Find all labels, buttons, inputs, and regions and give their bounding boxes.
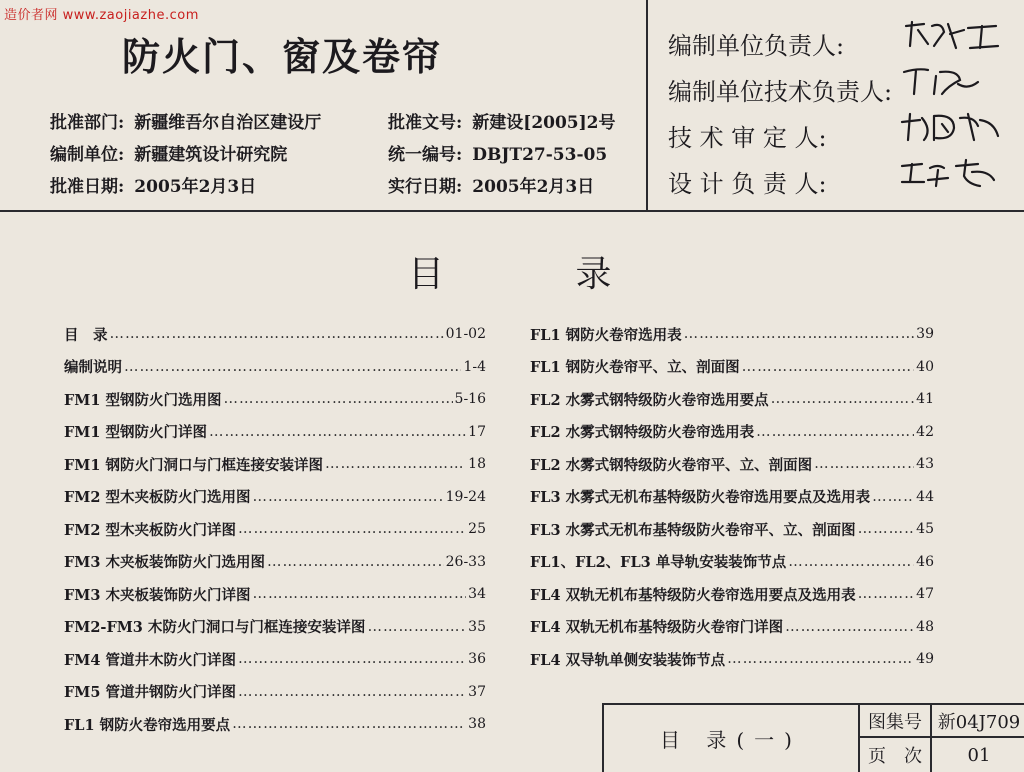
- toc-entry-page: 43: [916, 456, 934, 473]
- toc-entry: [64, 513, 486, 546]
- toc-entry-page: 46: [916, 553, 934, 570]
- toc-entry-page: 37: [468, 683, 486, 700]
- handwritten-signature: [898, 156, 1008, 190]
- handwritten-signature: [898, 110, 1008, 144]
- unified-no-row: [388, 140, 607, 165]
- signature-role: 技 术 审 定 人:: [668, 124, 827, 152]
- toc-entry: [64, 578, 486, 611]
- signature-role: 编制单位负责人:: [668, 32, 845, 60]
- effective-date-row: [388, 172, 594, 197]
- toc-entry-page: 25: [468, 521, 486, 538]
- toc-entry-title: FM1 型钢防火门选用图: [64, 391, 222, 409]
- toc-entry: [64, 676, 486, 709]
- toc-entry-title: FL1 钢防火卷帘选用表: [530, 326, 682, 344]
- signature-row: [668, 118, 890, 153]
- header-info-panel: [0, 0, 648, 210]
- toc-entry-page: 18: [468, 456, 486, 473]
- toc-entry-page: 1-4: [463, 358, 486, 375]
- toc-entry-page: 47: [916, 586, 934, 603]
- toc-entry-page: 41: [916, 391, 934, 408]
- unified-no-value: DBJT27-53-05: [472, 145, 608, 165]
- toc-leader-dots: [684, 326, 915, 342]
- handwritten-signature: [898, 18, 1008, 52]
- toc-entry-page: 34: [468, 586, 486, 603]
- toc-right-column: [530, 318, 934, 676]
- toc-entry-title: FL2 水雾式钢特级防火卷帘选用要点: [530, 391, 769, 409]
- unified-no-label: 统一编号:: [388, 145, 463, 165]
- toc-leader-dots: [209, 424, 466, 440]
- approval-dept-row: [50, 108, 321, 133]
- toc-leader-dots: [785, 619, 914, 635]
- atlas-number-value: 新04J709: [932, 705, 1024, 738]
- toc-entry-page: 35: [468, 618, 486, 635]
- toc-entry-title: FM1 型钢防火门详图: [64, 424, 207, 442]
- toc-leader-dots: [238, 521, 466, 537]
- approval-doc-label: 批准文号:: [388, 113, 463, 133]
- toc-entry: [64, 708, 486, 741]
- toc-entry-title: 目 录: [64, 326, 108, 344]
- toc-entry-title: FL4 双轨无机布基特级防火卷帘选用要点及选用表: [530, 586, 856, 604]
- toc-entry-page: 19-24: [445, 488, 486, 505]
- toc-leader-dots: [238, 684, 466, 700]
- toc-leader-dots: [756, 424, 914, 440]
- toc-entry-page: 5-16: [454, 391, 486, 408]
- compiler-row: [50, 140, 287, 165]
- toc-entry: [530, 318, 934, 351]
- approval-dept-value: 新疆维吾尔自治区建设厅: [134, 113, 322, 133]
- toc-entry: [64, 611, 486, 644]
- approval-dept-label: 批准部门:: [50, 113, 125, 133]
- toc-entry-title: FM3 木夹板装饰防火门选用图: [64, 554, 265, 572]
- signature-row: [668, 26, 890, 61]
- toc-entry-page: 17: [468, 423, 486, 440]
- toc-entry-title: FM2 型木夹板防火门选用图: [64, 489, 251, 507]
- toc-entry-page: 44: [916, 488, 934, 505]
- toc-entry: [530, 513, 934, 546]
- approval-date-row: [50, 172, 256, 197]
- atlas-title: 防火门、窗及卷帘: [122, 34, 443, 79]
- approval-date-label: 批准日期:: [50, 177, 125, 197]
- effective-date-label: 实行日期:: [388, 177, 463, 197]
- toc-entry-title: FL1 钢防火卷帘选用要点: [64, 716, 231, 734]
- header-block: [0, 0, 1024, 212]
- toc-entry-title: FM3 木夹板装饰防火门详图: [64, 586, 251, 604]
- toc-entry-page: 01-02: [445, 326, 486, 343]
- toc-entry: [530, 416, 934, 449]
- toc-leader-dots: [252, 489, 443, 505]
- title-block-name: 目 录(一): [604, 705, 860, 772]
- toc-entry-page: 38: [468, 716, 486, 733]
- toc-entry-page: 40: [916, 358, 934, 375]
- toc-entry: [64, 546, 486, 579]
- toc-leader-dots: [367, 619, 466, 635]
- toc-entry: [64, 318, 486, 351]
- handwritten-signature: [898, 64, 1008, 98]
- compiler-value: 新疆建筑设计研究院: [134, 145, 288, 165]
- toc-entry-page: 45: [916, 521, 934, 538]
- toc-entry-title: FL3 水雾式无机布基特级防火卷帘平、立、剖面图: [530, 521, 856, 539]
- toc-entry: [530, 448, 934, 481]
- page-number-value: 01: [967, 744, 991, 766]
- toc-entry-title: FL1 钢防火卷帘平、立、剖面图: [530, 359, 740, 377]
- effective-date-value: 2005年2月3日: [472, 177, 595, 197]
- toc-entry: [64, 448, 486, 481]
- toc-entry: [64, 643, 486, 676]
- toc-entry-title: FM4 管道井木防火门详图: [64, 651, 236, 669]
- toc-entry: [530, 383, 934, 416]
- toc-entry-page: 36: [468, 651, 486, 668]
- approval-doc-row: [388, 108, 616, 133]
- toc-entry: [530, 643, 934, 676]
- signature-row: [668, 72, 893, 107]
- toc-leader-dots: [223, 391, 452, 407]
- toc-entry-page: 26-33: [445, 553, 486, 570]
- page-number-label: 页 次: [860, 738, 932, 772]
- toc-heading: 目 录: [408, 254, 672, 295]
- toc-entry: [530, 351, 934, 384]
- toc-entry: [530, 578, 934, 611]
- toc-leader-dots: [232, 716, 466, 732]
- toc-entry-title: FM1 钢防火门洞口与门框连接安装详图: [64, 456, 323, 474]
- toc-leader-dots: [110, 326, 444, 342]
- toc-entry: [64, 416, 486, 449]
- toc-entry-title: FL4 双导轨单侧安装装饰节点: [530, 651, 726, 669]
- toc-entry-title: FL2 水雾式钢特级防火卷帘平、立、剖面图: [530, 456, 813, 474]
- watermark: 造价者网 www.zaojiazhe.com: [4, 8, 199, 23]
- toc-entry-title: FM2-FM3 木防火门洞口与门框连接安装详图: [64, 619, 366, 637]
- toc-entry-title: FL4 双轨无机布基特级防火卷帘门详图: [530, 619, 784, 637]
- toc-entry: [64, 351, 486, 384]
- toc-leader-dots: [788, 554, 914, 570]
- compiler-label: 编制单位:: [50, 145, 125, 165]
- toc-leader-dots: [267, 554, 444, 570]
- toc-entry-title: FL2 水雾式钢特级防火卷帘选用表: [530, 424, 755, 442]
- toc-entry-title: FL1、FL2、FL3 单导轨安装装饰节点: [530, 554, 787, 572]
- toc-leader-dots: [814, 456, 914, 472]
- toc-entry-title: FM5 管道井钢防火门详图: [64, 684, 236, 702]
- approval-doc-value: 新建设[2005]2号: [472, 113, 616, 133]
- toc-entry-page: 49: [916, 651, 934, 668]
- toc-leader-dots: [858, 521, 915, 537]
- toc-entry: [530, 481, 934, 514]
- toc-entry: [64, 481, 486, 514]
- toc-entry-page: 48: [916, 618, 934, 635]
- toc-entry-page: 42: [916, 423, 934, 440]
- toc-leader-dots: [771, 391, 915, 407]
- toc-entry-title: 编制说明: [64, 359, 122, 377]
- signature-row: [668, 164, 890, 199]
- title-block: [602, 703, 1024, 772]
- atlas-number-label: 图集号: [860, 705, 932, 738]
- toc-leader-dots: [742, 359, 915, 375]
- toc-entry-title: FM2 型木夹板防火门详图: [64, 521, 236, 539]
- toc-left-column: [64, 318, 486, 741]
- toc-entry-title: FL3 水雾式无机布基特级防火卷帘选用要点及选用表: [530, 489, 871, 507]
- signature-role: 编制单位技术负责人:: [668, 78, 893, 106]
- toc-entry: [530, 611, 934, 644]
- toc-leader-dots: [238, 651, 466, 667]
- toc-leader-dots: [124, 359, 461, 375]
- toc-entry: [64, 383, 486, 416]
- toc-leader-dots: [252, 586, 466, 602]
- toc-leader-dots: [872, 489, 914, 505]
- toc-leader-dots: [858, 586, 915, 602]
- toc-leader-dots: [727, 651, 914, 667]
- toc-entry: [530, 546, 934, 579]
- signature-role: 设 计 负 责 人:: [668, 170, 827, 198]
- toc-leader-dots: [325, 456, 466, 472]
- toc-entry-page: 39: [916, 326, 934, 343]
- approval-date-value: 2005年2月3日: [134, 177, 257, 197]
